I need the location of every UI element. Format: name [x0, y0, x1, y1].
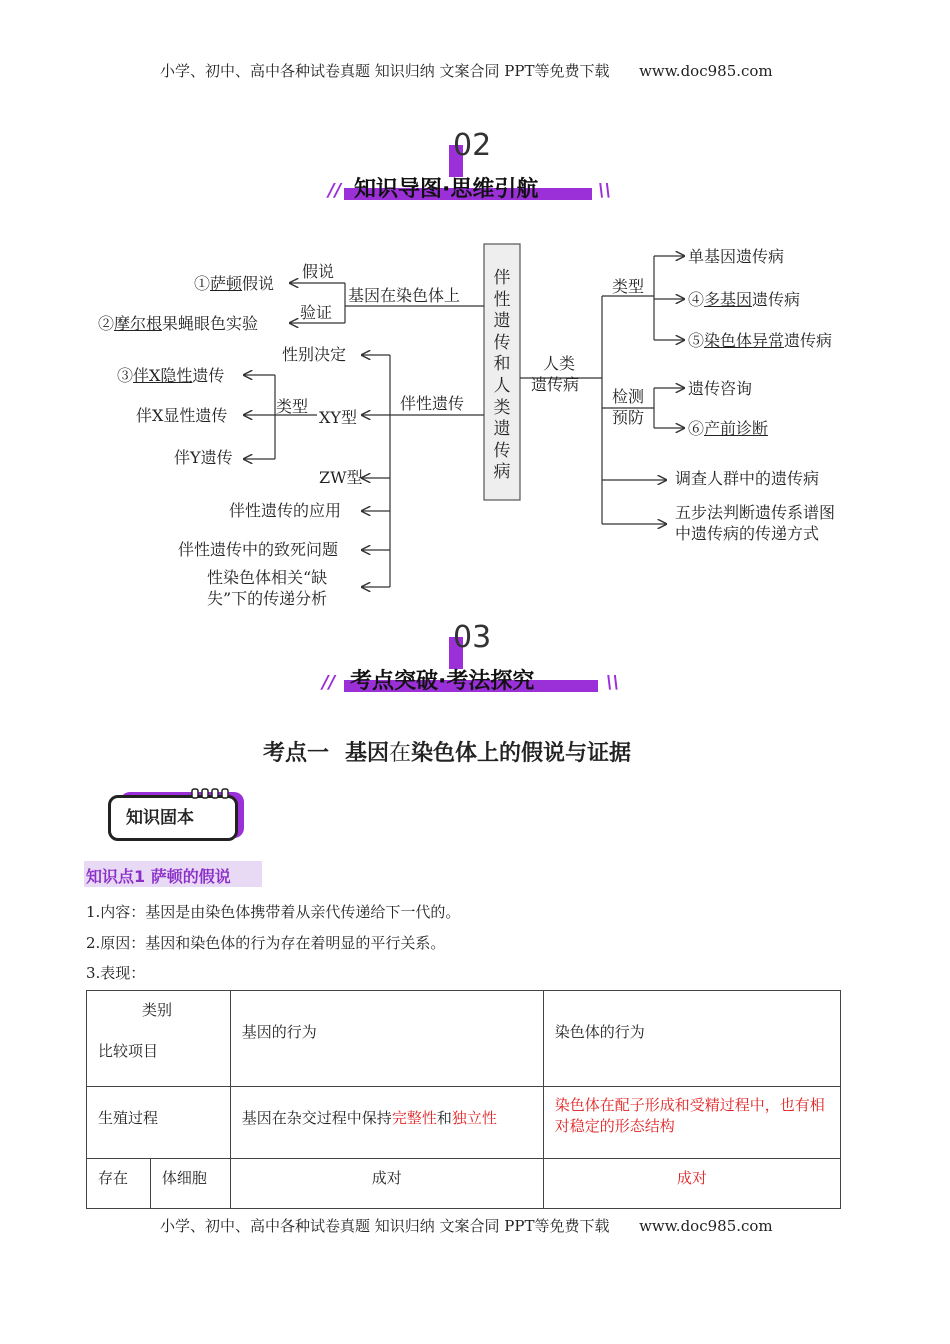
node-lethal: 伴性遗传中的致死问题 [178, 540, 339, 559]
paragraph-manifestation: 3.表现： [86, 964, 146, 982]
label-verify: 验证 [300, 303, 333, 322]
section-title: 知识导图·思维引航 [354, 177, 539, 202]
cell-chromosome-reproduction: 染色体在配子形成和受精过程中，也有相对稳定的形态结构 [543, 1087, 840, 1159]
label-type-right: 类型 [612, 277, 645, 296]
cell-gene-reproduction: 基因在杂交过程中保持完整性和独立性 [230, 1087, 543, 1159]
paragraph-content: 1.内容：基因是由染色体携带着从亲代传递给下一代的。 [86, 903, 461, 921]
header-chromosome-behavior: 染色体的行为 [543, 991, 840, 1087]
node-multi-gene: ④多基因遗传病 [688, 290, 801, 309]
cell-gene-somatic: 成对 [230, 1159, 543, 1209]
node-five-step-line1: 五步法判断遗传系谱图 [675, 503, 836, 522]
section-title: 考点突破·考法探究 [350, 669, 535, 694]
right-slashes: \\ [598, 180, 612, 201]
table-corner-cell: 类别 比较项目 [87, 991, 231, 1087]
table-header-row [87, 991, 841, 1087]
page-footer [160, 1215, 773, 1236]
cell-chromosome-somatic: 成对 [543, 1159, 840, 1209]
footer-text: 小学、初中、高中各种试卷真题 知识归纳 文案合同 PPT等免费下载 [160, 1217, 610, 1235]
paragraph-reason: 2.原因：基因和染色体的行为存在着明显的平行关系。 [86, 934, 446, 952]
node-missing-line1: 性染色体相关“缺 [207, 568, 328, 587]
header-url[interactable]: www.doc985.com [639, 62, 773, 80]
section-number: 02 [453, 128, 492, 163]
badge-binder-icon [190, 787, 234, 799]
node-application: 伴性遗传的应用 [229, 501, 342, 520]
header-gene-behavior: 基因的行为 [230, 991, 543, 1087]
node-human-disease-line2: 遗传病 [531, 375, 580, 394]
row-label-existence: 存在 [87, 1159, 151, 1209]
label-type-left: 类型 [276, 397, 309, 416]
header-text: 小学、初中、高中各种试卷真题 知识归纳 文案合同 PPT等免费下载 [160, 62, 610, 80]
mindmap-center-node: 伴 性 遗 传 和 人 类 遗 传 病 [493, 268, 511, 483]
node-gene-on-chromosome: 基因在染色体上 [348, 286, 461, 305]
left-slashes: // [328, 180, 342, 201]
table-row [87, 1087, 841, 1159]
node-zw-type: ZW型 [319, 468, 363, 487]
label-prevent: 预防 [612, 408, 645, 427]
node-five-step-line2: 中遗传病的传递方式 [675, 524, 820, 543]
row-label-reproduction: 生殖过程 [87, 1087, 231, 1159]
label-detect: 检测 [612, 387, 645, 406]
node-missing-line2: 失”下的传递分析 [207, 589, 328, 608]
node-morgan-experiment: ②摩尔根果蝇眼色实验 [98, 314, 259, 333]
node-single-gene: 单基因遗传病 [688, 247, 785, 266]
node-xy-type: XY型 [319, 408, 357, 427]
node-sex-linked: 伴性遗传 [400, 394, 465, 413]
comparison-table [86, 990, 841, 1209]
table-row [87, 1159, 841, 1209]
section-number: 03 [453, 620, 492, 655]
node-x-recessive: ③伴X隐性遗传 [117, 366, 225, 385]
node-sutton-hypothesis: ①萨顿假说 [194, 274, 275, 293]
label-hypothesis: 假说 [302, 262, 335, 281]
knowledge-point-title: 知识点1 萨顿的假说 [86, 867, 231, 886]
left-slashes: // [322, 672, 336, 693]
badge-label: 知识固本 [126, 808, 194, 828]
node-counseling: 遗传咨询 [688, 379, 753, 398]
node-survey: 调查人群中的遗传病 [675, 469, 820, 488]
exam-point-title: 考点一 基因在染色体上的假说与证据 [263, 741, 632, 766]
node-x-dominant: 伴X显性遗传 [136, 406, 228, 425]
row-label-somatic: 体细胞 [150, 1159, 230, 1209]
node-human-disease-line1: 人类 [543, 354, 576, 373]
footer-url[interactable]: www.doc985.com [639, 1217, 773, 1235]
node-y-linked: 伴Y遗传 [174, 448, 233, 467]
node-chromosomal: ⑤染色体异常遗传病 [688, 331, 833, 350]
node-sex-determination: 性别决定 [282, 345, 347, 364]
right-slashes: \\ [606, 672, 620, 693]
node-prenatal: ⑥产前诊断 [688, 419, 769, 438]
